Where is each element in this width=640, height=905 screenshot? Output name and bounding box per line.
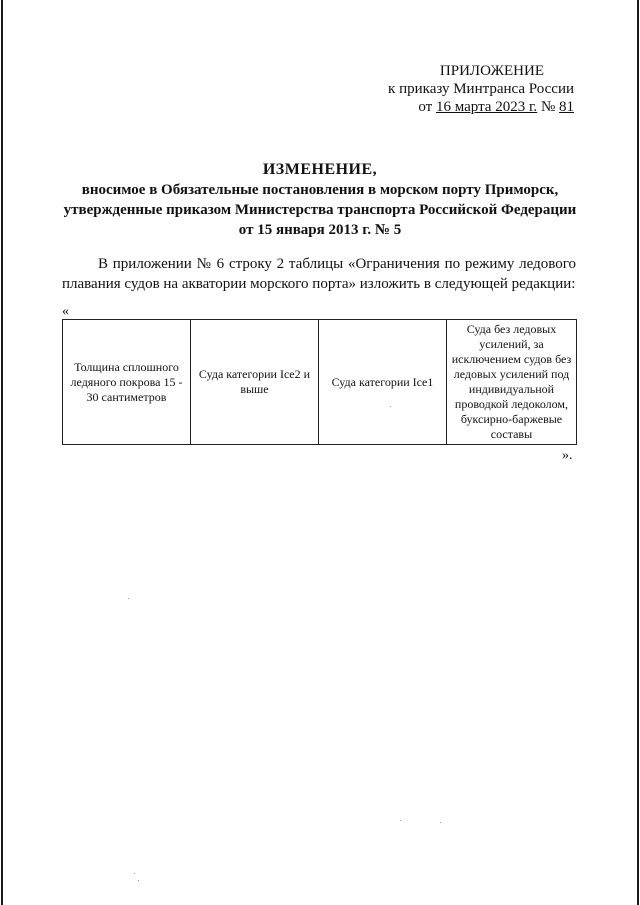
heading-line-3: утвержденные приказом Министерства транспорта Российской Федерации [63, 202, 577, 218]
annex-number-prefix: № [537, 99, 559, 115]
scan-speck [128, 598, 129, 599]
annex-date-line [388, 98, 574, 116]
heading-line-4: от 15 января 2013 г. № 5 [238, 222, 402, 238]
paragraph-text: В приложении № 6 строку 2 таблицы «Ограничения по режиму ледового плавания судов на акватории морского порта» изложить в следующей редакции: [62, 256, 576, 292]
document-heading [40, 160, 600, 240]
quote-open: « [62, 304, 69, 319]
quote-close: ». [562, 448, 573, 463]
annex-number: 81 [559, 99, 574, 115]
annex-header [388, 62, 574, 116]
scan-speck [400, 820, 401, 821]
scan-speck [440, 822, 441, 823]
annex-date: 16 марта 2023 г. [435, 99, 538, 115]
heading-title: ИЗМЕНЕНИЕ, [262, 161, 378, 178]
body-paragraph [62, 254, 576, 294]
scan-speck [138, 880, 139, 881]
annex-title: ПРИЛОЖЕНИЕ [439, 63, 544, 79]
annex-date-prefix: от [418, 99, 436, 115]
annex-order-line: к приказу Минтранса России [388, 81, 574, 97]
scan-speck [134, 873, 135, 874]
scan-speck [390, 406, 391, 407]
scan-edge-left [1, 0, 3, 905]
ice-restrictions-table [62, 319, 577, 445]
scan-edge-right [637, 0, 639, 905]
heading-line-2: вносимое в Обязательные постановления в морском порту Приморск, [81, 182, 559, 198]
table-cell-ice2: Суда категории Ice2 и выше [190, 320, 318, 445]
table-cell-no-ice: Суда без ледовых усилений, за исключением судов без ледовых усилений под индивидуальной проводкой ледоколом, буксирно-баржевые составы [446, 320, 576, 445]
table-cell-ice-thickness: Толщина сплошного ледяного покрова 15 - 30 сантиметров [63, 320, 191, 445]
table-cell-ice1: Суда категории Ice1 [318, 320, 446, 445]
table-row [63, 320, 577, 445]
